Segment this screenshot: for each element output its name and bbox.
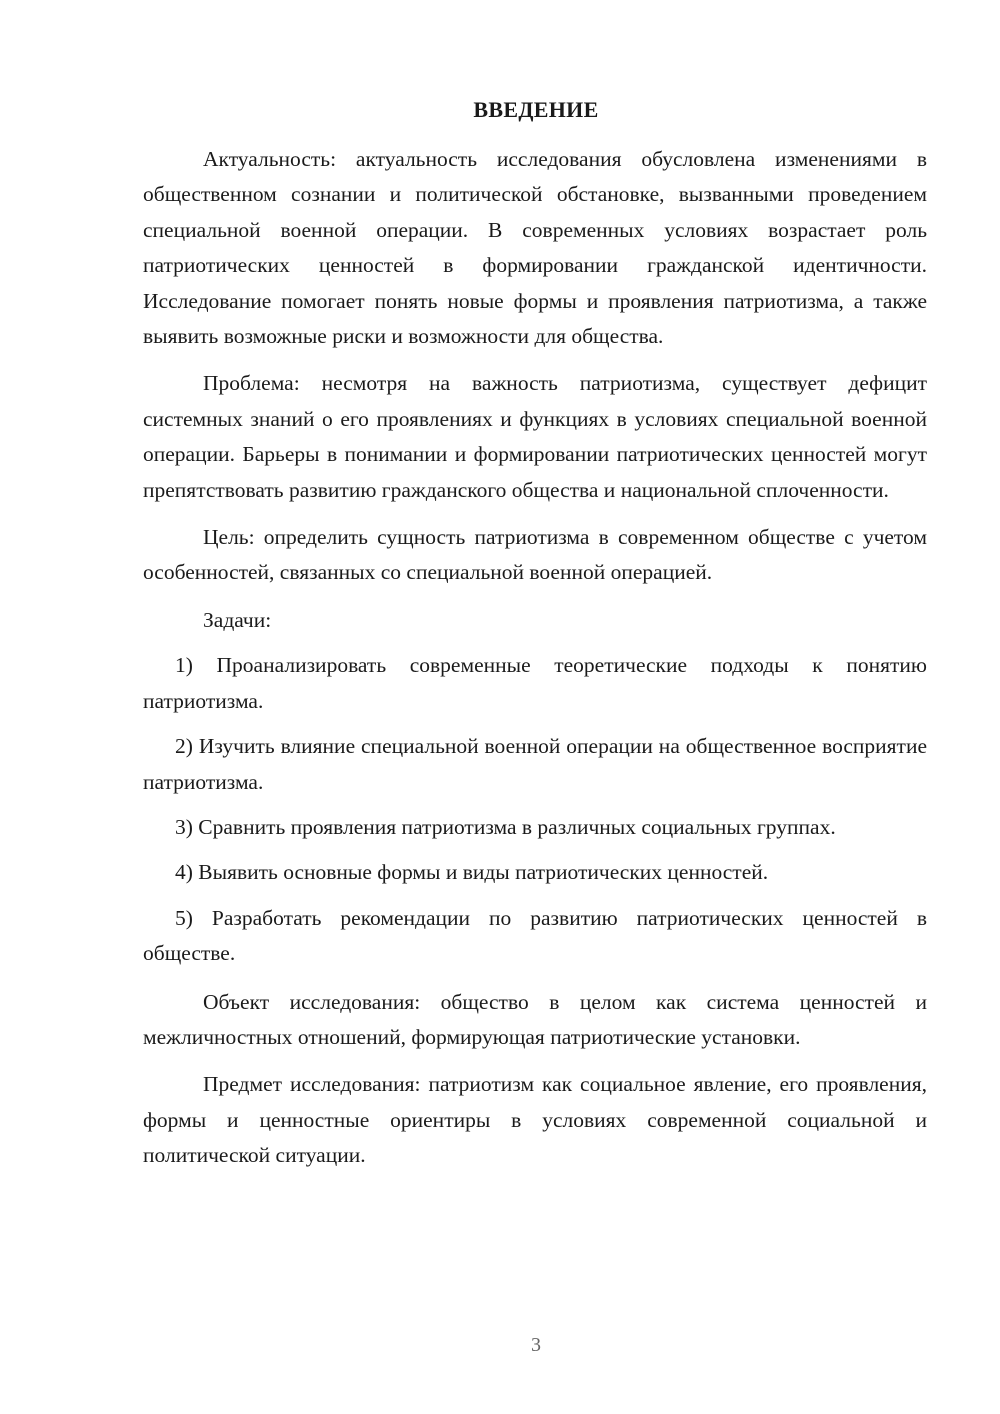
- task-item-5: 5) Разработать рекомендации по развитию патриотических ценностей в обществе.: [143, 905, 927, 966]
- goal-paragraph: Цель: определить сущность патриотизма в современном обществе с учетом особенностей, связанных со специальной военной операцией.: [143, 525, 927, 585]
- subject-paragraph: Предмет исследования: патриотизм как социальное явление, его проявления, формы и ценностные ориентиры в условиях современной социальной и политической ситуации.: [143, 1072, 927, 1168]
- task-item-2: 2) Изучить влияние специальной военной операции на общественное восприятие патриотизма.: [143, 734, 927, 794]
- task-item-1: 1) Проанализировать современные теоретические подходы к понятию патриотизма.: [143, 653, 927, 713]
- object-paragraph: Объект исследования: общество в целом как система ценностей и межличностных отношений, формирующая патриотические установки.: [143, 989, 927, 1049]
- section-title: ВВЕДЕНИЕ: [473, 97, 599, 122]
- task-item-3: 3) Сравнить проявления патриотизма в различных социальных группах.: [175, 814, 836, 839]
- document-body: [143, 142, 927, 1174]
- relevance-paragraph: Актуальность: актуальность исследования обусловлена изменениями в общественном сознании и политической обстановке, вызванными проведением специальной военной операции. В современных условиях возрастает роль патриотических ценностей в формировании гражданской идентичности. Исследование помогает понять новые формы и проявления патриотизма, а также выявить возможные риски и возможности для общества.: [143, 147, 927, 349]
- tasks-heading: Задачи:: [203, 607, 272, 632]
- page-number: 3: [531, 1334, 541, 1356]
- task-item-4: 4) Выявить основные формы и виды патриотических ценностей.: [175, 860, 769, 885]
- problem-paragraph: Проблема: несмотря на важность патриотизма, существует дефицит системных знаний о его проявлениях и функциях в условиях специальной военной операции. Барьеры в понимании и формировании патриотических ценностей могут препятствовать развитию гражданского общества и национальной сплоченности.: [143, 371, 927, 502]
